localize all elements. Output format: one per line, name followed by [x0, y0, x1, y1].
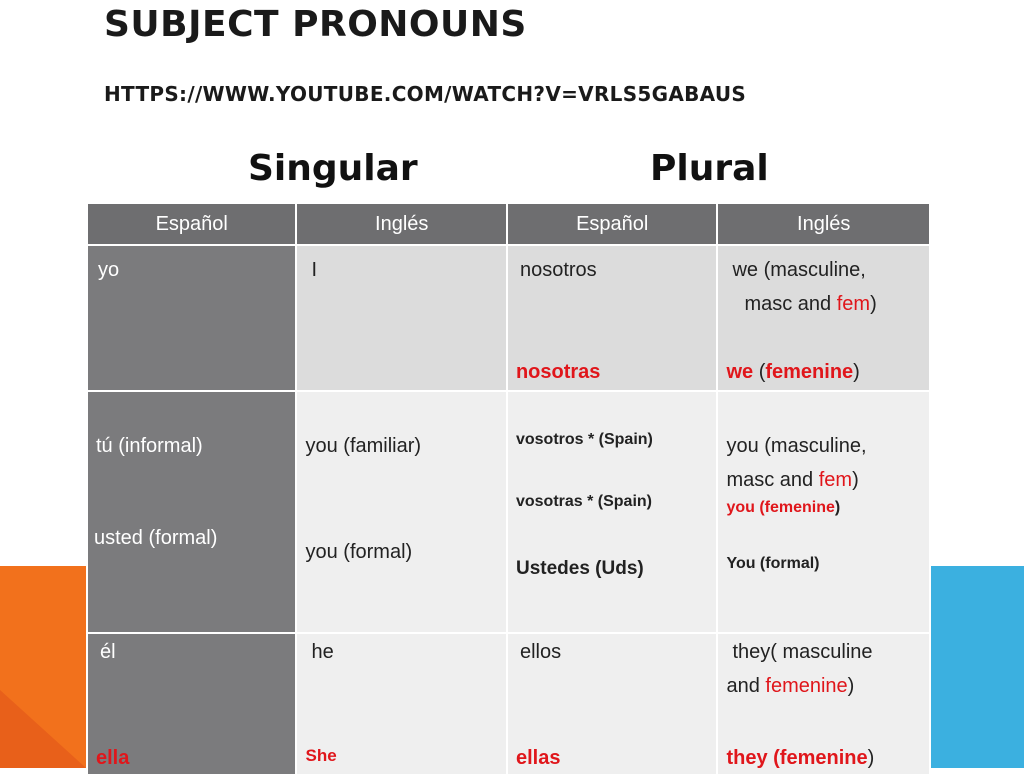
singular-heading: Singular	[248, 148, 418, 189]
cell-he-she	[296, 633, 506, 775]
pronoun-she: She	[305, 746, 337, 765]
header-espanol-singular: Español	[87, 203, 296, 245]
cell-they	[717, 633, 930, 775]
you-masculine-line1: you (masculine,	[726, 435, 867, 457]
we-masculine-line2: masc and fem)	[744, 293, 877, 315]
cell-tu-usted	[87, 391, 296, 633]
pronoun-ustedes: Ustedes (Uds)	[515, 558, 644, 579]
header-espanol-plural: Español	[507, 203, 717, 245]
cell-vosotros	[507, 391, 717, 633]
pronoun-vosotros: vosotros * (Spain)	[515, 431, 653, 448]
they-masculine-line1: they( masculine	[732, 641, 873, 663]
they-femenine: they (femenine)	[726, 747, 875, 769]
blue-decor-block	[930, 566, 1024, 768]
cell-i	[296, 245, 506, 391]
you-formal-plural: You (formal)	[726, 555, 820, 572]
table-row	[87, 391, 930, 633]
orange-decor-triangle	[0, 690, 86, 768]
cell-ellos-ellas	[507, 633, 717, 775]
video-url: HTTPS://WWW.YOUTUBE.COM/WATCH?V=VRLS5GABAUS	[104, 82, 747, 106]
cell-you-singular	[296, 391, 506, 633]
they-masculine-line2: and femenine)	[726, 675, 855, 697]
pronoun-he: he	[311, 641, 334, 663]
you-formal: you (formal)	[305, 541, 413, 563]
pronoun-ellos: ellos	[519, 641, 562, 663]
pronoun-vosotras: vosotras * (Spain)	[515, 493, 652, 510]
header-ingles-plural: Inglés	[717, 203, 930, 245]
cell-you-plural	[717, 391, 930, 633]
cell-el-ella	[87, 633, 296, 775]
we-masculine-line1: we (masculine,	[732, 259, 866, 281]
pronoun-ella: ella	[96, 747, 130, 769]
we-femenine: we (femenine)	[726, 361, 860, 383]
pronoun-el: él	[100, 641, 116, 663]
pronoun-nosotras: nosotras	[515, 361, 601, 383]
cell-yo	[87, 245, 296, 391]
header-ingles-singular: Inglés	[296, 203, 506, 245]
table-row	[87, 633, 930, 775]
pronoun-i: I	[311, 259, 318, 281]
cell-we	[717, 245, 930, 391]
pronoun-table	[86, 202, 931, 776]
you-masculine-line2: masc and fem)	[726, 469, 859, 491]
pronoun-yo: yo	[98, 259, 120, 281]
pronoun-nosotros: nosotros	[519, 259, 597, 281]
you-femenine: you (femenine)	[726, 499, 841, 516]
slide-title: SUBJECT PRONOUNS	[104, 4, 527, 45]
plural-heading: Plural	[650, 148, 769, 189]
cell-nosotros	[507, 245, 717, 391]
you-familiar: you (familiar)	[305, 435, 422, 457]
table-header-row	[87, 203, 930, 245]
table-row	[87, 245, 930, 391]
pronoun-usted: usted (formal)	[94, 527, 218, 549]
pronoun-tu: tú (informal)	[96, 435, 203, 457]
pronoun-ellas: ellas	[515, 747, 561, 769]
